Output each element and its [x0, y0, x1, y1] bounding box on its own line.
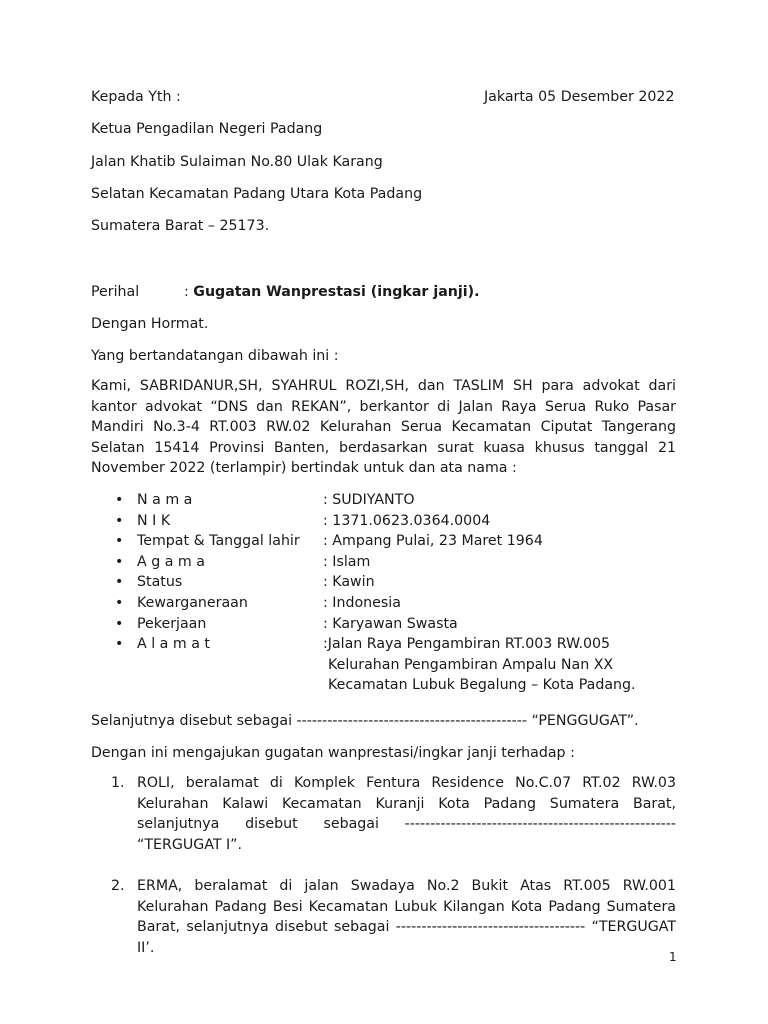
identity-value: : SUDIYANTO: [323, 492, 415, 508]
identity-row: [91, 490, 676, 511]
address-line: Selatan Kecamatan Padang Utara Kota Padang: [91, 186, 423, 202]
identity-label: A l a m a t: [137, 636, 210, 653]
identity-row: [91, 634, 676, 655]
address-continuation: Kelurahan Pengambiran Ampalu Nan XX: [328, 656, 614, 673]
plaintiff-line: Selanjutnya disebut sebagai --------------------------------------------- “PENGGUGAT”.: [91, 713, 639, 729]
defendant-text: ERMA, beralamat di jalan Swadaya No.2 Bukit Atas RT.005 RW.001 Kelurahan Padang Besi Kecamatan Lubuk Kilangan Kota Padang Sumatera Barat, selanjutnya disebut sebagai ------------------------------------- “TERGUGAT II’.: [137, 878, 676, 956]
identity-row: [91, 531, 676, 552]
subject-line: [184, 282, 480, 303]
representation-paragraph: Kami, SABRIDANUR,SH, SYAHRUL ROZI,SH, dan TASLIM SH para advokat dari kantor advokat “DNS dan REKAN”, berkantor di Jalan Raya Serua Ruko Pasar Mandiri No.3-4 RT.003 RW.02 Kelurahan Serua Kecamatan Ciputat Tangerang Selatan 15414 Provinsi Banten, berdasarkan surat kuasa khusus tanggal 21 November 2022 (terlampir) bertindak untuk dan ata nama :: [91, 378, 676, 477]
list-number: 1.: [111, 775, 125, 791]
address-continuation: Kecamatan Lubuk Begalung – Kota Padang.: [328, 677, 636, 694]
identity-row: [91, 614, 676, 635]
list-number: 2.: [111, 878, 125, 894]
address-line: Sumatera Barat – 25173.: [91, 218, 270, 234]
identity-label: Status: [137, 574, 183, 591]
bullet: •: [115, 594, 124, 611]
bullet: •: [115, 533, 124, 550]
bullet: •: [115, 512, 124, 529]
identity-label: N I K: [137, 512, 171, 529]
subject-label: Perihal: [91, 284, 140, 300]
identity-list: [91, 490, 676, 696]
identity-label: Pekerjaan: [137, 615, 207, 632]
identity-label: N a m a: [137, 492, 193, 508]
defendant-item: [111, 876, 676, 958]
defendant-text: ROLI, beralamat di Komplek Fentura Residence No.C.07 RT.02 RW.03 Kelurahan Kalawi Kecamatan Kuranji Kota Padang Sumatera Barat, selanjutnya disebut sebagai ----------------------------------------------------- “TERGUGAT I”.: [137, 775, 676, 853]
bullet: •: [115, 636, 124, 653]
identity-value: : Indonesia: [323, 594, 401, 611]
bullet: •: [115, 492, 124, 508]
subject-text: Gugatan Wanprestasi (ingkar janji).: [193, 284, 480, 300]
address-line: Jalan Khatib Sulaiman No.80 Ulak Karang: [91, 154, 383, 170]
bullet: •: [115, 615, 124, 632]
letter-page: [91, 0, 676, 1024]
identity-value: : 1371.0623.0364.0004: [323, 512, 491, 529]
identity-value: : Islam: [323, 553, 371, 570]
address-continuation-row: [91, 655, 676, 676]
identity-row: [91, 572, 676, 593]
defendant-item: [111, 773, 676, 855]
identity-label: A g a m a: [137, 553, 205, 570]
bullet: •: [115, 553, 124, 570]
identity-label: Kewarganeraan: [137, 594, 248, 611]
bullet: •: [115, 574, 124, 591]
identity-value: : Karyawan Swasta: [323, 615, 458, 632]
identity-value: : Kawin: [323, 574, 375, 591]
address-line: Ketua Pengadilan Negeri Padang: [91, 121, 323, 137]
identity-value: : Ampang Pulai, 23 Maret 1964: [323, 533, 543, 550]
subject-separator: :: [184, 284, 189, 300]
identity-value: :Jalan Raya Pengambiran RT.003 RW.005: [323, 636, 611, 653]
identity-row: [91, 511, 676, 532]
page-number: 1: [669, 950, 677, 964]
addressee-label: Kepada Yth :: [91, 89, 181, 105]
identity-label: Tempat & Tanggal lahir: [137, 533, 300, 550]
address-continuation-row: [91, 675, 676, 696]
letter-date: Jakarta 05 Desember 2022: [484, 89, 675, 105]
intro-text: Yang bertandatangan dibawah ini :: [91, 348, 339, 364]
identity-row: [91, 593, 676, 614]
lawsuit-intro: Dengan ini mengajukan gugatan wanprestasi/ingkar janji terhadap :: [91, 745, 575, 761]
salutation: Dengan Hormat.: [91, 316, 209, 332]
identity-row: [91, 552, 676, 573]
